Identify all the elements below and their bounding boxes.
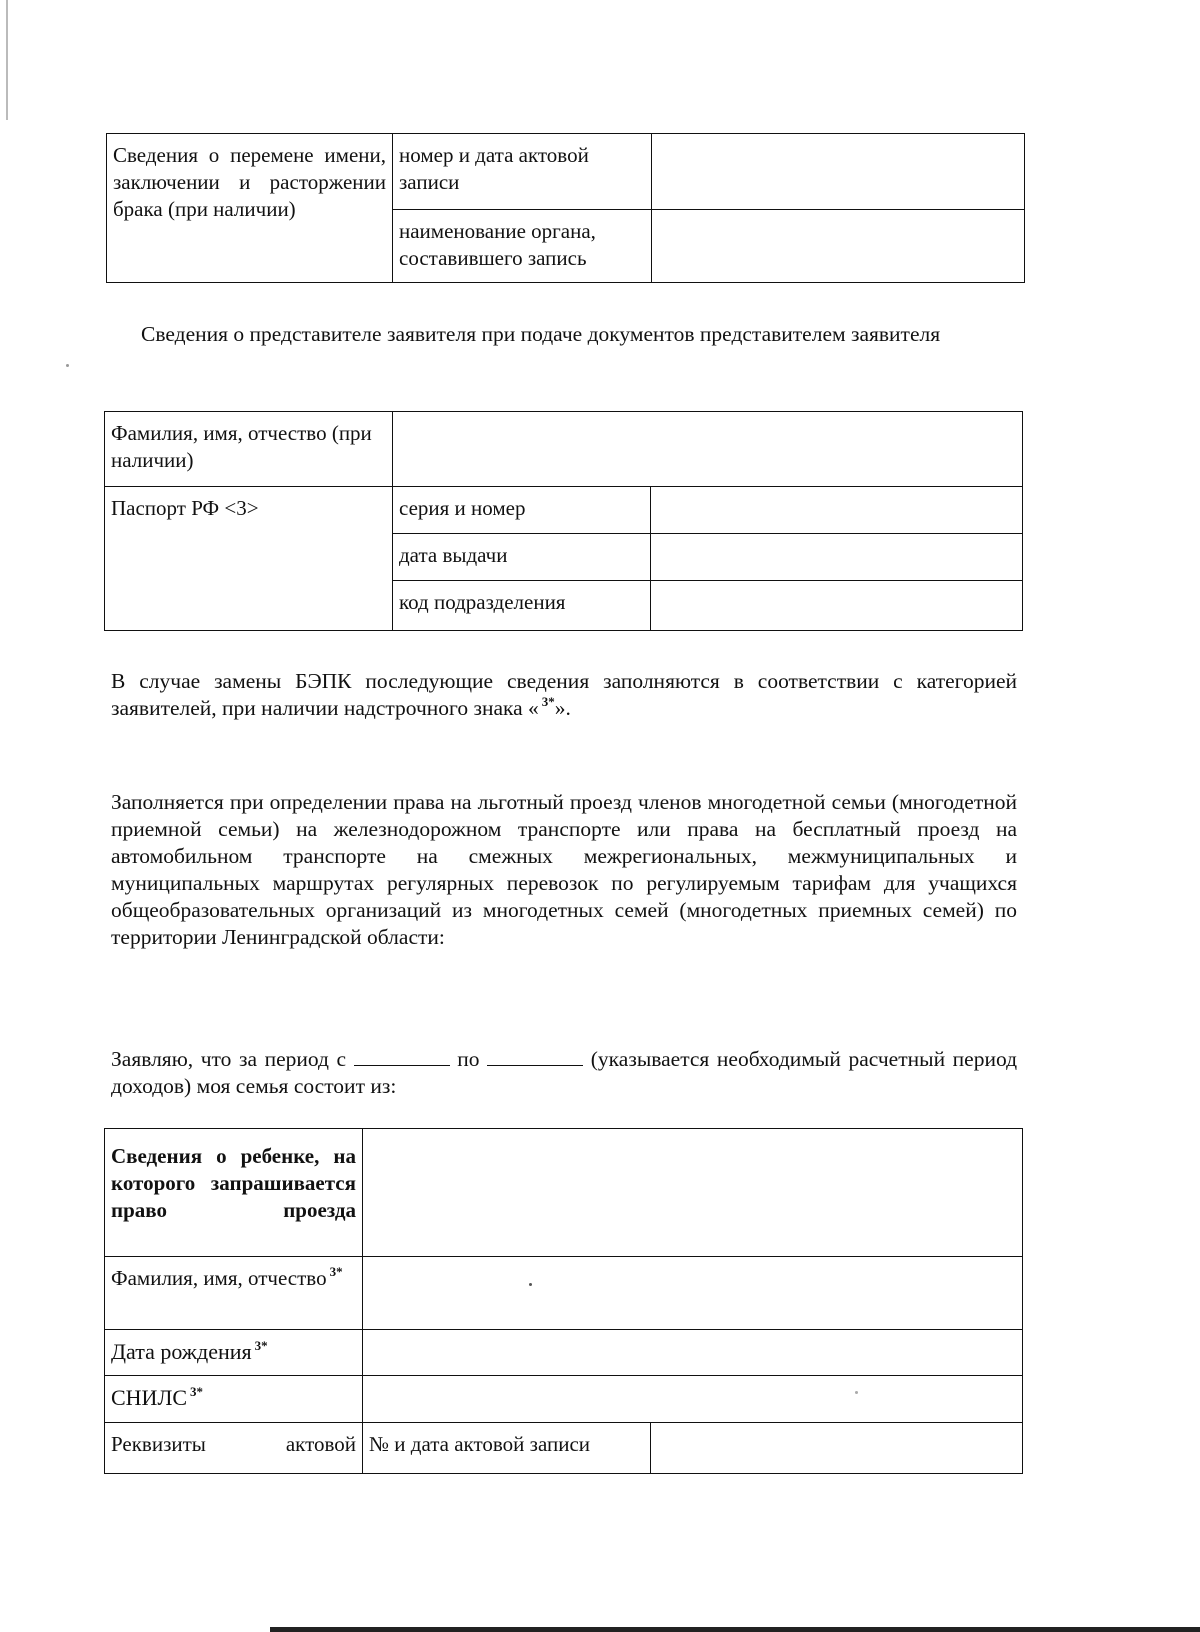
passport-division-code-value[interactable] [651,581,1023,631]
scan-speck [66,364,69,367]
child-info-table [104,1128,1023,1474]
child-fio-text: Фамилия, имя, отчество [111,1266,327,1290]
period-text-end: (указывается необходимый расчетный период доходов) моя семья состоит из: [111,1047,1018,1098]
period-text-by: по [457,1047,480,1071]
passport-series-label: серия и номер [393,487,651,534]
name-change-label: Сведения о перемене имени, заключении и расторжении брака (при наличии) [107,134,393,283]
child-fio-mark: 3* [329,1264,343,1279]
child-birth-date-text: Дата рождения [111,1339,252,1364]
family-period-statement [111,1046,1017,1100]
passport-division-code-label: код подразделения [393,581,651,631]
representative-heading: Сведения о представителе заявителя при подаче документов представителем заявителя [141,322,941,346]
child-snils-mark: 3* [190,1384,204,1399]
child-info-header: Сведения о ребенке, на которого запрашивается право проезда [105,1129,363,1257]
child-snils-label [105,1376,363,1423]
large-family-paragraph: Заполняется при определении права на льготный проезд членов многодетной семьи (многодетной приемной семьи) на железнодорожном транспорте или права на бесплатный проезд на автомобильном транспорте на смежных межрегиональных, межмуниципальных и муниципальных маршрутах регулярных перевозок по регулируемым тарифам для учащихся общеобразовательных организаций из многодетных семей (многодетных приемных семей) по территории Ленинградской области: [111,790,1017,949]
representative-fio-value[interactable] [393,412,1023,487]
bepk-note-mark: 3* [541,694,555,709]
passport-label: Паспорт РФ <3> [105,487,393,631]
scan-speck [529,1283,532,1286]
period-from-blank[interactable] [354,1047,450,1066]
bepk-note [111,668,1017,722]
child-birth-date-label [105,1330,363,1376]
child-info-header-value[interactable] [363,1129,1023,1257]
scan-speck [855,1391,858,1394]
period-text-start: Заявляю, что за период с [111,1047,347,1071]
child-act-record-value[interactable] [651,1423,1023,1474]
child-fio-value[interactable] [363,1257,1023,1330]
bepk-note-text: В случае замены БЭПК последующие сведения заполняются в соответствии с категорией заявителей, при наличии надстрочного знака « [111,669,1017,720]
child-birth-date-mark: 3* [254,1338,268,1353]
representative-fio-label: Фамилия, имя, отчество (при наличии) [105,412,393,487]
name-change-table [106,133,1025,283]
bepk-note-end: ». [554,696,571,720]
child-requisites-label: Реквизиты актовой [105,1423,363,1474]
scan-bottom-edge [270,1627,1200,1632]
registry-office-value[interactable] [652,210,1025,283]
child-fio-label [105,1257,363,1330]
registry-office-label: наименование органа, составившего запись [393,210,652,283]
child-snils-text: СНИЛС [111,1385,188,1410]
period-to-blank[interactable] [487,1047,583,1066]
child-act-record-label: № и дата актовой записи [363,1423,651,1474]
passport-issue-date-label: дата выдачи [393,534,651,581]
scan-edge-mark [6,0,8,120]
representative-table [104,411,1023,631]
passport-series-value[interactable] [651,487,1023,534]
act-record-number-label: номер и дата актовой записи [393,134,652,210]
passport-issue-date-value[interactable] [651,534,1023,581]
child-birth-date-value[interactable] [363,1330,1023,1376]
act-record-number-value[interactable] [652,134,1025,210]
child-snils-value[interactable] [363,1376,1023,1423]
